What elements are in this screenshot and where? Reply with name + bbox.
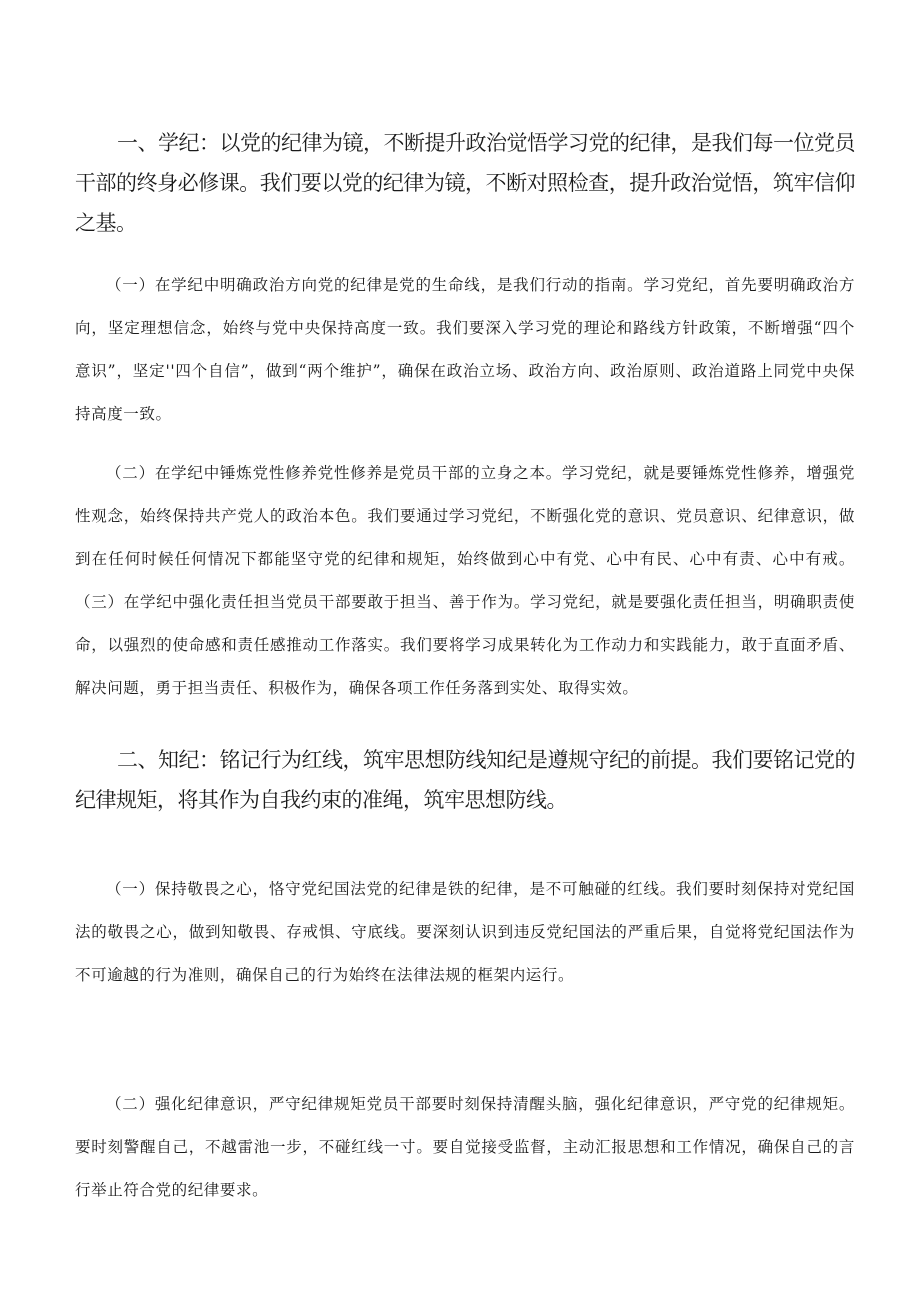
section-1-paragraph-2: （二）在学纪中锤炼党性修养党性修养是党员干部的立身之本。学习党纪，就是要锤炼党性修养，增强党性观念，始终保持共产党人的政治本色。我们要通过学习党纪，不断强化党的意识、党员意识、纪律意识，做到在任何时候任何情况下都能坚守党的纪律和规矩，始终做到心中有党、心中有民、心中有责、心中有戒。（三）在学纪中强化责任担当党员干部要敢于担当、善于作为。学习党纪，就是要强化责任担当，明确职责使命，以强烈的使命感和责任感推动工作落实。我们要将学习成果转化为工作动力和实践能力，敢于直面矛盾、解决问题，勇于担当责任、积极作为，确保各项工作任务落到实处、取得实效。 — [75, 464, 855, 697]
section-2-heading: 二、知纪：铭记行为红线，筑牢思想防线知纪是遵规守纪的前提。我们要铭记党的纪律规矩，将其作为自我约束的准绳，筑牢思想防线。 — [75, 748, 855, 812]
section-2-paragraph-1: （一）保持敬畏之心，恪守党纪国法党的纪律是铁的纪律，是不可触碰的红线。我们要时刻保持对党纪国法的敬畏之心，做到知敬畏、存戒惧、守底线。要深刻认识到违反党纪国法的严重后果，自觉将党纪国法作为不可逾越的行为准则，确保自己的行为始终在法律法规的框架内运行。 — [75, 880, 855, 984]
section-1-heading: 一、学纪：以党的纪律为镜，不断提升政治觉悟学习党的纪律，是我们每一位党员干部的终身必修课。我们要以党的纪律为镜，不断对照检查，提升政治觉悟，筑牢信仰之基。 — [75, 131, 855, 235]
section-2-paragraph-2: （二）强化纪律意识，严守纪律规矩党员干部要时刻保持清醒头脑，强化纪律意识，严守党的纪律规矩。要时刻警醒自己，不越雷池一步，不碰红线一寸。要自觉接受监督，主动汇报思想和工作情况，确保自己的言行举止符合党的纪律要求。 — [75, 1095, 855, 1199]
section-1-paragraph-1: （一）在学纪中明确政治方向党的纪律是党的生命线，是我们行动的指南。学习党纪，首先要明确政治方向，坚定理想信念，始终与党中央保持高度一致。我们要深入学习党的理论和路线方针政策，不断增强“四个意识”，坚定''四个自信”，做到“两个维护”，确保在政治立场、政治方向、政治原则、政治道路上同党中央保持高度一致。 — [75, 276, 855, 423]
